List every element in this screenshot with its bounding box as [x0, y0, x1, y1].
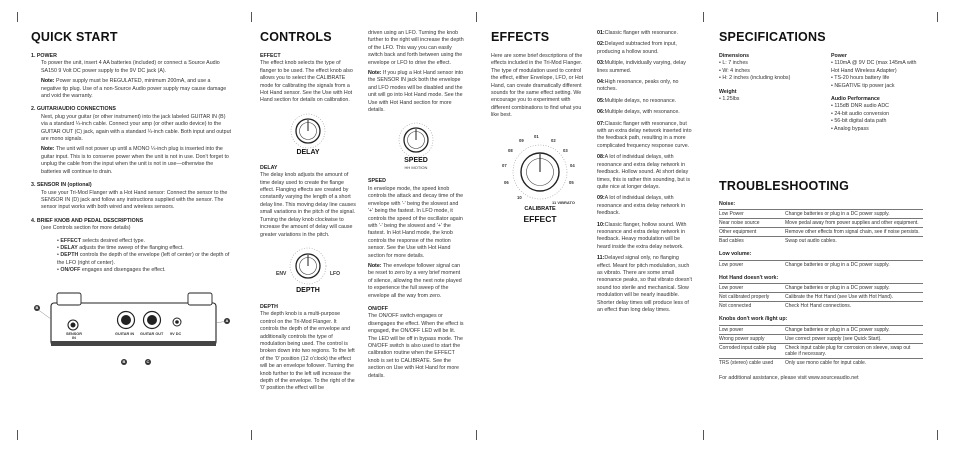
trouble-group-knobs: Knobs don't work /light up: [719, 316, 788, 323]
specs-column [719, 30, 923, 382]
effect-item-11: 11:Delayed signal only, no flanging effect. Meant for pitch modulation, such as vibrato. There are some small resonance peaks, so that vibrato doesn't sound too sterile and mechanical. Slow modulation will be nearly inaudible. Shorter delay times will produce less of an effect than long delay times. [597, 255, 692, 313]
knob-desc-sub: (see Controls section for more details) [41, 225, 131, 232]
delay-heading: DELAY [260, 164, 278, 171]
speed-knob [391, 120, 441, 172]
effect-item-08: 08:A lot of individual delays, with resonance and extra delay network in feedback. Hollow sound. At short delay times, this is rather thin sounding, but is quite nice at longer delays. [597, 154, 691, 190]
table-row: Low power Change batteries or plug in a DC power supply. [719, 284, 923, 293]
speed-text: In envelope mode, the speed knob controls the attack and decay time of the envelope with '-' being the slowest and '+' being the fastest. In LFO mode, it controls the speed of the oscillator again with '-' being the slowest and '+' the fastest. In Hot Hand mode, the knob controls the response of the motion sensor. See the Use with Hot Hand section for more details. [368, 185, 464, 259]
audio-spec-list [831, 103, 923, 133]
effect-text: The effect knob selects the type of flanger to be used. The effect knob also allows you to select the CALIBRATE mode for calibrating the signals from a Hot Hand sensor. See the Use with Hot Hand section for details on calibration. [260, 60, 353, 104]
dimension-length: • L: 7 inches [719, 60, 811, 67]
connections-note: Note: The unit will not power up until a MONO ¼-inch plug is inserted into the guitar input. This is to conserve power when the unit is not in use. Don't forget to unplug the cable from the input when the unit is not in use—otherwise the batteries will continue to drain. [41, 146, 229, 175]
effect-knob-label: EFFECT [523, 213, 557, 224]
trouble-table-hothand [719, 283, 923, 310]
audio-spec-adc: • 115dB DNR audio ADC [831, 103, 923, 110]
effect-knob [492, 128, 588, 238]
callout-b-left: B [35, 304, 39, 310]
effect-heading: EFFECT [260, 53, 281, 59]
speed-knob-label: SPEED [404, 157, 428, 165]
effect-knob-calibrate: CALIBRATE [524, 205, 556, 212]
effect-knob-num-08: 08 [508, 147, 513, 153]
crop-mark [937, 430, 938, 440]
power-spec-heading: Power [831, 53, 847, 59]
onoff-heading: ON/OFF [368, 305, 389, 312]
table-row: Other equipment Remove other effects from signal chain, see if noise persists. [719, 228, 923, 237]
crop-mark [937, 12, 938, 22]
label-guitar-out: GUITAR OUT [140, 331, 164, 336]
connections-heading: 2. GUITAR/AUDIO CONNECTIONS [31, 106, 116, 113]
power-text: To power the unit, insert 4 AA batteries (included) or connect a Source Audio SA150 9 Volt DC power supply to the 9V DC jack (A). [41, 60, 220, 74]
trouble-group-hothand: Hot Hand doesn't work: [719, 274, 779, 281]
speed-note: Note: The envelope follower signal can be reset to zero by a very brief moment of silence, allowing the next note played to experience the full sweep of the envelope all the way from zero. [368, 262, 462, 299]
trouble-group-noise: Noise: [719, 201, 736, 208]
effect-item-03: 03:Multiple, individually varying, delay lines summed. [597, 60, 686, 74]
delay-knob [284, 111, 332, 159]
effect-knob-num-10: 10 [517, 194, 522, 200]
effect-item-10: 10:Classic flanger, hollow sound. With resonance and extra delay network in feedback. Heavy modulation will be heard inside the extra delay network. [597, 221, 687, 250]
crop-mark [703, 430, 704, 440]
knob-desc-heading: 4. BRIEF KNOB AND PEDAL DESCRIPTIONS [31, 217, 144, 224]
crop-mark [476, 430, 477, 440]
power-heading: 1. POWER [31, 53, 57, 59]
effects-title: EFFECTS [491, 30, 550, 44]
audio-spec-heading: Audio Performance [831, 96, 880, 103]
crop-mark [251, 12, 252, 22]
effect-item-06: 06:Multiple delays, with resonance. [597, 109, 680, 116]
bullet-delay: • DELAY adjusts the time sweep of the flanging effect. [57, 245, 231, 252]
quick-start-column [31, 30, 231, 369]
crop-mark [703, 12, 704, 22]
trouble-footer: For additional assistance, please visit www.sourceaudio.net [719, 374, 859, 381]
lfo-continued-text: driven using an LFO. Turning the knob further to the right will increase the depth of the LFO. This way you can easily switch back and forth between using the envelope or LFO to drive the effect. [368, 30, 464, 66]
effects-intro: Here are some brief descriptions of the effects included in the Tri-Mod Flanger. The type of modulation used to control the effect, either Envelope, LFO, or Hot Hand, can create dramatically different sounds for the same effect setting. We encourage you to experiment with different combinations to find what you like best. [491, 53, 584, 119]
bullet-onoff: • ON/OFF engages and disengages the effect. [57, 267, 231, 274]
power-spec-battery: • TS-20 hours battery life [831, 75, 923, 82]
power-note: Note: Power supply must be REGULATED, minimum 200mA, and use a negative tip plug. Use of a non-Source Audio power supply may cause damage and void the warranty. [41, 78, 227, 100]
speed-hh-label: HH MOTION [404, 165, 428, 171]
table-row: Wrong power supply Use correct power supply (see Quick Start). [719, 334, 923, 343]
trouble-table-volume [719, 260, 923, 269]
power-spec-list [831, 60, 923, 90]
dimension-width: • W: 4 inches [719, 68, 811, 75]
depth-heading: DEPTH [260, 303, 278, 310]
delay-knob-label: DELAY [296, 148, 320, 156]
audio-spec-bypass: • Analog bypass [831, 126, 923, 133]
audio-spec-data-path: • 56-bit digital data path [831, 118, 923, 125]
sensor-text: To use your Tri-Mod Flanger with a Hot Hand sensor: Connect the sensor to the SENSOR IN (D) jack and follow any instructions supplied with the sensor. The sensor input works with both wired and wireless sensors. [41, 189, 228, 211]
trouble-table-noise [719, 209, 923, 245]
table-row: Near noise source Move pedal away from power supplies and other equipment. [719, 219, 923, 228]
label-sensor-in: SENSOR IN [65, 331, 83, 340]
effects-column-left [491, 30, 589, 238]
weight-value: • 1.25lbs [719, 96, 811, 103]
weight-heading: Weight [719, 88, 737, 95]
effect-item-05: 05:Multiple delays, no resonance. [597, 97, 677, 104]
hothand-note: Note: If you plug a Hot Hand sensor into the SENSOR IN jack both the envelope and LFO modes will be disabled and the unit will go into Hot Hand mode. See the Use with Hot Hand section for more details. [368, 70, 464, 114]
power-spec-jack: • NEGATIVE tip power jack [831, 83, 923, 90]
specs-title: SPECIFICATIONS [719, 30, 826, 44]
callout-c: C [146, 358, 150, 364]
callout-a: A [225, 317, 229, 323]
bullet-depth: • DEPTH controls the depth of the envelope (left of center) or the depth of the LFO (right of center). [57, 252, 231, 267]
depth-lfo-label: LFO [330, 270, 340, 277]
effect-item-02: 02:Delayed subtracted from input, producing a hollow sound. [597, 41, 677, 55]
effect-item-09: 09:A lot of individual delays, with resonance and extra delay network in feedback. [597, 195, 686, 217]
table-row: TRS (stereo) cable used Only use mono cable for input cable. [719, 358, 923, 367]
effect-knob-num-06: 06 [504, 179, 509, 185]
depth-knob-label: DEPTH [296, 286, 320, 294]
delay-text: The delay knob adjusts the amount of time delay used to create the flange effect. Flanging effects are created by constantly varying the length of a short delay line. This moving delay line causes small variations in the pitch of the signal. Turning the delay knob clockwise to increase the amount of delay will cause greater variations in the pitch. [260, 172, 356, 238]
effects-column-right [597, 30, 692, 318]
callout-b-bottom: B [122, 358, 126, 364]
troubleshooting-title: TROUBLESHOOTING [719, 179, 850, 194]
specs-right [831, 53, 923, 133]
dimensions-heading: Dimensions [719, 53, 750, 59]
power-spec-current: • 110mA @ 9V DC (max 145mA with Hot Hand Wireless Adapter) [831, 60, 923, 75]
controls-column-right [368, 30, 464, 380]
depth-knob [276, 244, 340, 298]
crop-mark [251, 430, 252, 440]
effect-knob-num-03: 03 [563, 147, 568, 153]
table-row: Not connected Check Hot Hand connections. [719, 302, 923, 311]
onoff-text: The ON/OFF switch engages or disengages the effect. When the effect is engaged, the ON/OFF LED will be lit. The LED will be off in bypass mode. The ON/OFF switch is also used to start the calibration routine when the EFFECT knob is set to CALIBRATE. See the section on Use with Hot Hand for more details. [368, 313, 464, 379]
depth-env-label: ENV [276, 270, 287, 277]
table-row: Bad cables Swap out audio cables. [719, 237, 923, 246]
dimension-height: • H: 2 inches (including knobs) [719, 75, 811, 82]
knob-bullets [31, 238, 231, 275]
effect-knob-num-02: 02 [551, 137, 556, 143]
effect-knob-num-01: 01 [534, 133, 539, 139]
table-row: Low power Change batteries or plug in a DC power supply. [719, 325, 923, 334]
specs-grid [719, 53, 923, 133]
effect-item-07: 07:Classic flanger with resonance, but with an extra delay network inserted into the feedback path, resulting in a more complicated frequency response curve. [597, 120, 692, 149]
effect-knob-num-04: 04 [570, 162, 575, 168]
label-9v-dc: 9V DC [170, 331, 182, 336]
table-row: Low Power Change batteries or plug in a DC power supply. [719, 210, 923, 219]
effect-knob-num-09: 09 [519, 137, 524, 143]
table-row: Low power Change batteries or plug in a DC power supply. [719, 260, 923, 269]
trouble-table-knobs [719, 325, 923, 367]
pedal-drawing [31, 281, 231, 369]
trouble-group-volume: Low volume: [719, 251, 752, 258]
effect-item-01: 01:Classic flanger with resonance. [597, 30, 678, 36]
audio-spec-conversion: • 24-bit audio conversion [831, 111, 923, 118]
specs-left [719, 53, 811, 133]
effect-knob-num-07: 07 [502, 162, 507, 168]
table-row: Corroded input cable plug Check input cable plug for corrosion on sleeve, swap out cable if necessary. [719, 343, 923, 358]
connections-text: Next, plug your guitar (or other instrument) into the jack labeled GUITAR IN (B) via a standard ¼-inch cable. Connect your amp (or other audio device) to the GUITAR OUT (C) jack, again with a standard ¼-inch cable. Both input and output are mono signals. [41, 113, 231, 143]
dimensions-list [719, 60, 811, 82]
pedal-illustration [31, 281, 231, 369]
effect-item-04: 04:High resonance, peaks only, no notches. [597, 79, 679, 93]
table-row: Not calibrated properly Calibrate the Hot Hand (see Use with Hot Hand). [719, 293, 923, 302]
sensor-heading: 3. SENSOR IN (optional) [31, 182, 92, 189]
quick-start-title: QUICK START [31, 30, 118, 44]
crop-mark [17, 12, 18, 22]
bullet-effect: • EFFECT selects desired effect type. [57, 238, 231, 245]
controls-column-left [260, 30, 356, 393]
effect-knob-num-05: 05 [569, 179, 574, 185]
label-guitar-in: GUITAR IN [115, 331, 135, 336]
crop-mark [476, 12, 477, 22]
controls-title: CONTROLS [260, 30, 332, 44]
weight-list [719, 96, 811, 103]
crop-mark [17, 430, 18, 440]
speed-heading: SPEED [368, 178, 386, 185]
depth-text: The depth knob is a multi-purpose control on the Tri-Mod Flanger. It controls the depth of the envelope and additionally controls the type of modulation being used. The control is broken down into two regions. To the left of the '0' position (12 o'clock) the effect will be an envelope follower. Turning the knob further to the left will increase the depth of the envelope. To the right of the '0' position the effect will be [260, 311, 355, 392]
effect-knob-vibrato: 11 VIBRATO [552, 199, 575, 205]
